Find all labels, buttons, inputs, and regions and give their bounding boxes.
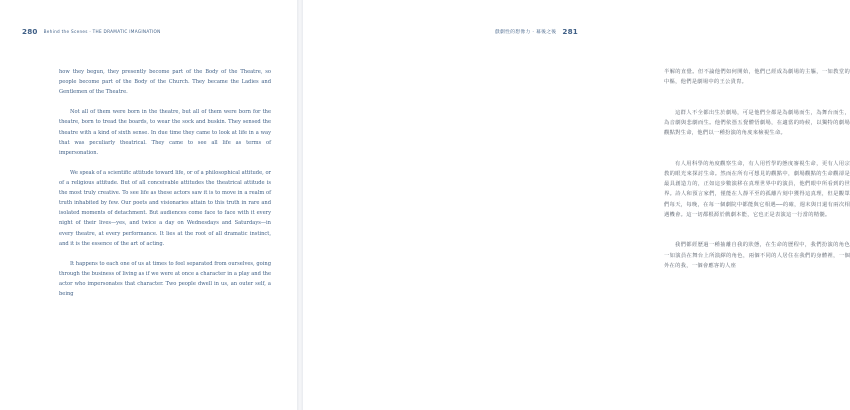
paragraph: how they begun, they presently become part of the Body of the Theatre, so people become part of the Body of the Church. They became the Ladies and Gentlemen of the Theatre. — [59, 69, 271, 96]
paragraph: We speak of a scientific attitude toward life, or of a philosophical attitude, or of a religious attitude. But of all conceivable attitudes the theatrical attitude is the most truly creative. To see life as these actors saw it is to move in a realm of truth inhabited by few. Our poets and visionaries attain to this truth in rare and isolated moments of detachment. But audiences come face to face with it every night of their lives—yes, and twice a day on Wednesdays and Saturdays—in every theatre, at every performance. It lies at the root of all dramatic instinct, and it is the essence of the art of acting. — [59, 169, 271, 247]
paragraph: Not all of them were born in the theatre, but all of them were born for the theatre, born to tread the boards, to wear the sock and buskin. They sensed the theatre with a kind of sixth sense. In due time they came to look at life in a way that was peculiarly theatrical. They came to see all life as terms of impersonation. — [59, 109, 271, 156]
right-page-number: 281 — [562, 27, 578, 36]
right-running-head: 戲劇性的想像力 · 幕後之後 — [494, 30, 557, 35]
paragraph: 半解的直覺。但不論他們如何開始，他們已經成為劇場的主軀，一如教堂的中樞，他們是劇場中的王公貴冑。 — [664, 69, 850, 86]
left-running-head: Behind the Scenes · THE DRAMATIC IMAGINATION — [43, 29, 161, 34]
left-page-header — [22, 19, 161, 36]
left-page — [0, 0, 297, 410]
right-page — [303, 0, 850, 410]
paragraph: It happens to each one of us at times to feel separated from ourselves, going through the business of living as if we were at once a character in a play and the actor who impersonates that character. Two people dwell in us, an outer self, a being — [59, 260, 271, 298]
left-page-number: 280 — [22, 27, 38, 36]
left-body-text — [59, 67, 271, 309]
right-page-header — [494, 19, 578, 36]
right-body-text — [664, 67, 850, 291]
paragraph: 這群人不全都出生於劇場，可是他們全都是為劇場而生，為舞台而生，為音劇與悲劇而生。他們依憑五覺體悟劇場，在適當的時候，以獨特的劇場觀點對生命，他們以一種扮演的角度來檢視生命。 — [664, 109, 850, 137]
paragraph: 有人用科學的角度觀察生命，有人用哲學的態度審視生命，更有人用宗教的眼光來探討生命。然而在所有可想見的觀點中，劇場觀點的生命觀卻是最具創造力的，正如這步數演移在真理世界中的演員，他們眼中所看到的世界。詩人和預言家們，僅能在人靜平至的孤離片刻中獲得這真理，但是觀眾們每天，每晚，在每一個劇院中都能與它相遇──的確，週末與日還有兩次相遇機會。這一切都根源於戲劇本能，它也正是表演這一行當的精髓。 — [664, 160, 850, 218]
paragraph: 我們都經歷過一種抽離自我的狀態，在生命的歷程中，我們扮演的角色一如演員在舞台上所演繹的角色，兩個不同的人居住在我們的身體裡，一個外在的我，一個會應客的人座 — [664, 242, 850, 269]
